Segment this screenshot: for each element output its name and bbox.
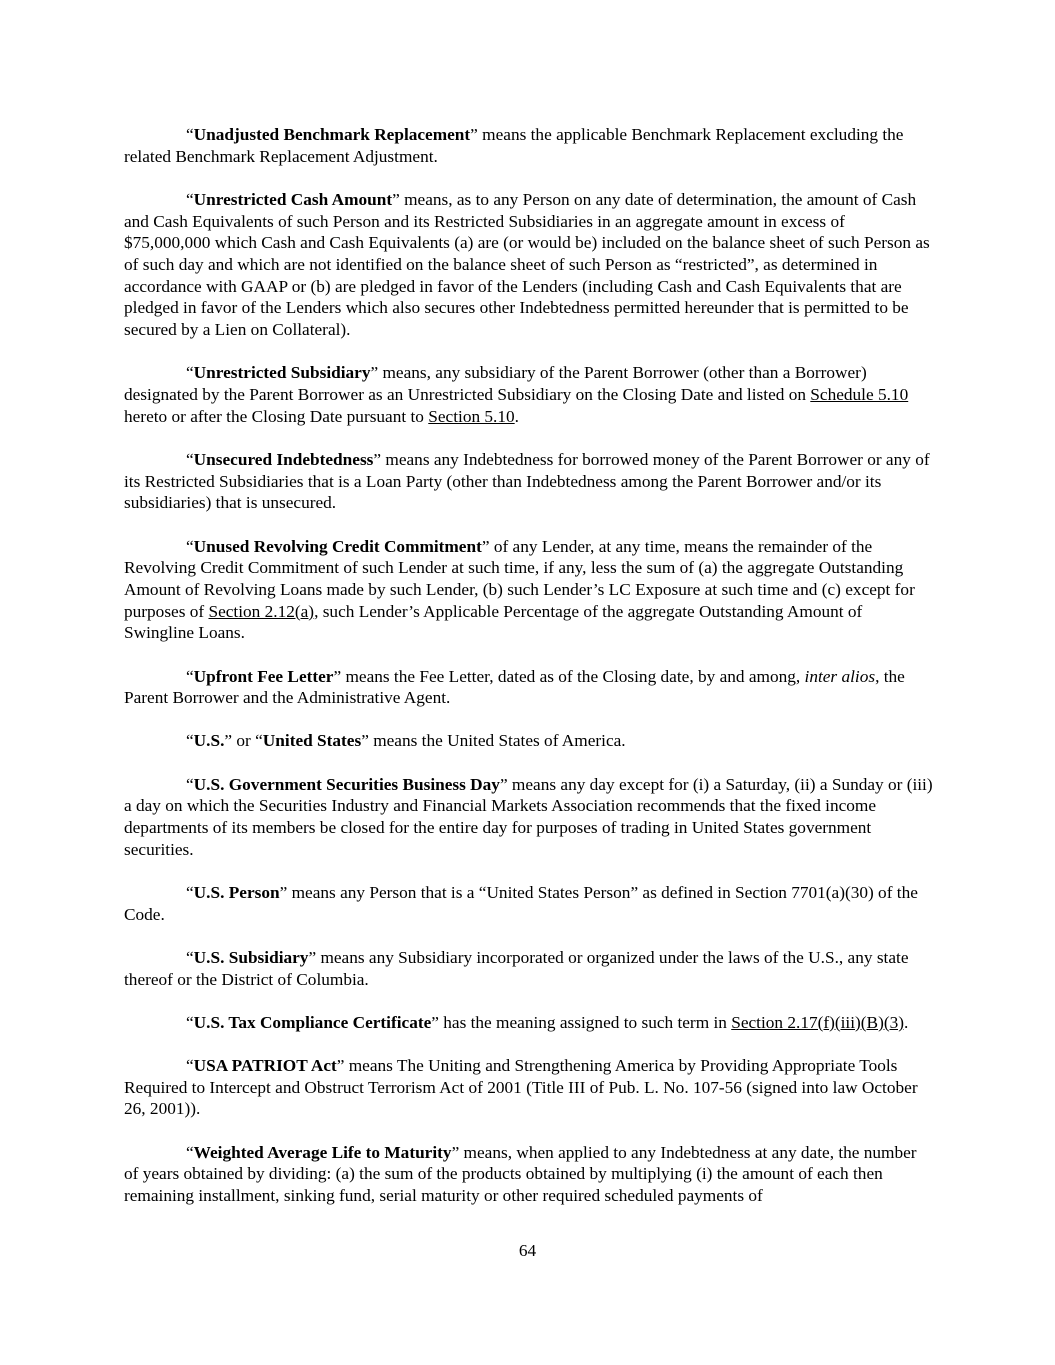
definition-text: ” of any Lender, at any time, means the remainder of the Revolving Credit Commitment of such Lender at such time, if any, less the sum of (a) the aggregate Outstanding Amount of Revolving Loans made by such Lender, (b) such Lender’s LC Exposure at such time and (c) except for purposes of — [124, 536, 915, 621]
definition-text: “ — [186, 1012, 194, 1032]
definition-text: , the Parent Borrower and the Administrative Agent. — [124, 666, 905, 708]
cross-reference-link[interactable]: Section 2.12(a) — [208, 601, 315, 621]
definition-text: ” means any Indebtedness for borrowed money of the Parent Borrower or any of its Restricted Subsidiaries that is a Loan Party (other than Indebtedness among the Parent Borrower and/or its subsidiaries) that is unsecured. — [124, 449, 930, 513]
definition-text: . — [903, 1012, 909, 1032]
definition-text: “ — [186, 774, 194, 794]
defined-term: Weighted Average Life to Maturity — [193, 1142, 452, 1162]
definition-text: “ — [186, 536, 194, 556]
defined-term: Unsecured Indebtedness — [193, 449, 374, 469]
document-page — [124, 124, 934, 1228]
cross-reference-link[interactable]: Schedule 5.10 — [810, 385, 909, 405]
definition-text: “ — [186, 731, 194, 751]
definition-text: ” means The Uniting and Strengthening America by Providing Appropriate Tools Required to Intercept and Obstruct Terrorism Act of 2001 (Title III of Pub. L. No. 107-56 (signed into law October 26, 2001)). — [124, 1056, 918, 1119]
def-unrestricted-subsidiary — [124, 362, 934, 427]
def-us-person — [124, 882, 934, 925]
definition-text: ” means the applicable Benchmark Replacement excluding the related Benchmark Replacement Adjustment. — [124, 125, 904, 166]
defined-term: U.S. Tax Compliance Certificate — [193, 1012, 432, 1032]
definition-text: “ — [186, 666, 194, 686]
definition-text: “ — [186, 947, 194, 967]
def-unadjusted-benchmark-replacement — [124, 124, 934, 167]
definition-text: “ — [186, 363, 194, 383]
definition-text: hereto or after the Closing Date pursuant to — [124, 406, 429, 426]
definition-text: “ — [186, 1056, 194, 1075]
def-us-subsidiary — [124, 947, 934, 990]
definition-text: , such Lender’s Applicable Percentage of the aggregate Outstanding Amount of Swingline Loans. — [124, 601, 863, 643]
defined-term: Unused Revolving Credit Commitment — [193, 536, 482, 556]
cross-reference-link[interactable]: Section 2.17(f)(iii)(B)(3) — [731, 1012, 904, 1032]
def-us-government-securities-business-day — [124, 774, 934, 861]
def-unused-revolving-credit-commitment — [124, 536, 934, 645]
defined-term: Unrestricted Cash Amount — [193, 189, 393, 209]
def-unrestricted-cash-amount — [124, 189, 934, 341]
defined-term: Unrestricted Subsidiary — [193, 363, 371, 383]
defined-term: Upfront Fee Letter — [193, 666, 334, 686]
defined-term: USA PATRIOT Act — [193, 1056, 337, 1075]
definition-text: ” means, when applied to any Indebtedness at any date, the number of years obtained by dividing: (a) the sum of the products obtained by multiplying (i) the amount of each then remaining installment, sinking fund, serial maturity or other required scheduled payments of — [124, 1142, 917, 1206]
definitions-list — [124, 124, 934, 1207]
definition-text: ” means, any subsidiary of the Parent Borrower (other than a Borrower) designated by the Parent Borrower as an Unrestricted Subsidiary on the Closing Date and listed on — [124, 363, 867, 405]
defined-term: U.S. — [193, 731, 225, 751]
def-upfront-fee-letter — [124, 666, 934, 709]
definition-text: “ — [186, 882, 194, 902]
definition-text: . — [514, 406, 519, 426]
def-us-tax-compliance-certificate — [124, 1012, 934, 1034]
page-number: 64 — [518, 1241, 537, 1260]
defined-term: Unadjusted Benchmark Replacement — [193, 125, 471, 144]
def-weighted-average-life-to-maturity — [124, 1142, 934, 1207]
definition-text: ” or “ — [224, 731, 263, 751]
defined-term: United States — [262, 731, 362, 751]
defined-term: U.S. Subsidiary — [193, 947, 309, 967]
def-usa-patriot-act — [124, 1055, 934, 1120]
definition-text: ” means the Fee Letter, dated as of the Closing date, by and among, — [333, 666, 805, 686]
definition-text: ” means any day except for (i) a Saturday, (ii) a Sunday or (iii) a day on which the Securities Industry and Financial Markets Association recommends that the fixed income departments of its members be closed for the entire day for purposes of trading in United States government securities. — [124, 774, 933, 859]
def-unsecured-indebtedness — [124, 449, 934, 514]
definition-text: ” means, as to any Person on any date of determination, the amount of Cash and Cash Equivalents of such Person and its Restricted Subsidiaries in an aggregate amount in excess of $75,000,000 which Cash and Cash Equivalents (a) are (or would be) included on the balance sheet of such Person as of such day and which are not identified on the balance sheet of such Person as “restricted”, as determined in accordance with GAAP or (b) are pledged in favor of the Lenders (including Cash and Cash Equivalents that are pledged in favor of the Lenders which also secures other Indebtedness permitted hereunder that is permitted to be secured by a Lien on Collateral). — [124, 189, 930, 340]
definition-text: ” has the meaning assigned to such term in — [431, 1012, 732, 1032]
definition-text: “ — [186, 449, 194, 469]
cross-reference-link[interactable]: Section 5.10 — [428, 406, 515, 426]
definition-text: “ — [186, 189, 194, 209]
definition-text: ” means any Person that is a “United States Person” as defined in Section 7701(a)(30) of the Code. — [124, 882, 918, 924]
definition-text: ” means any Subsidiary incorporated or organized under the laws of the U.S., any state thereof or the District of Columbia. — [124, 947, 909, 989]
defined-term: U.S. Government Securities Business Day — [193, 774, 500, 794]
definition-text: ” means the United States of America. — [361, 731, 626, 751]
definition-text: “ — [186, 125, 194, 144]
def-us-united-states — [124, 730, 934, 752]
italic-text: inter alios — [804, 666, 876, 686]
defined-term: U.S. Person — [193, 882, 280, 902]
definition-text: “ — [186, 1142, 194, 1162]
